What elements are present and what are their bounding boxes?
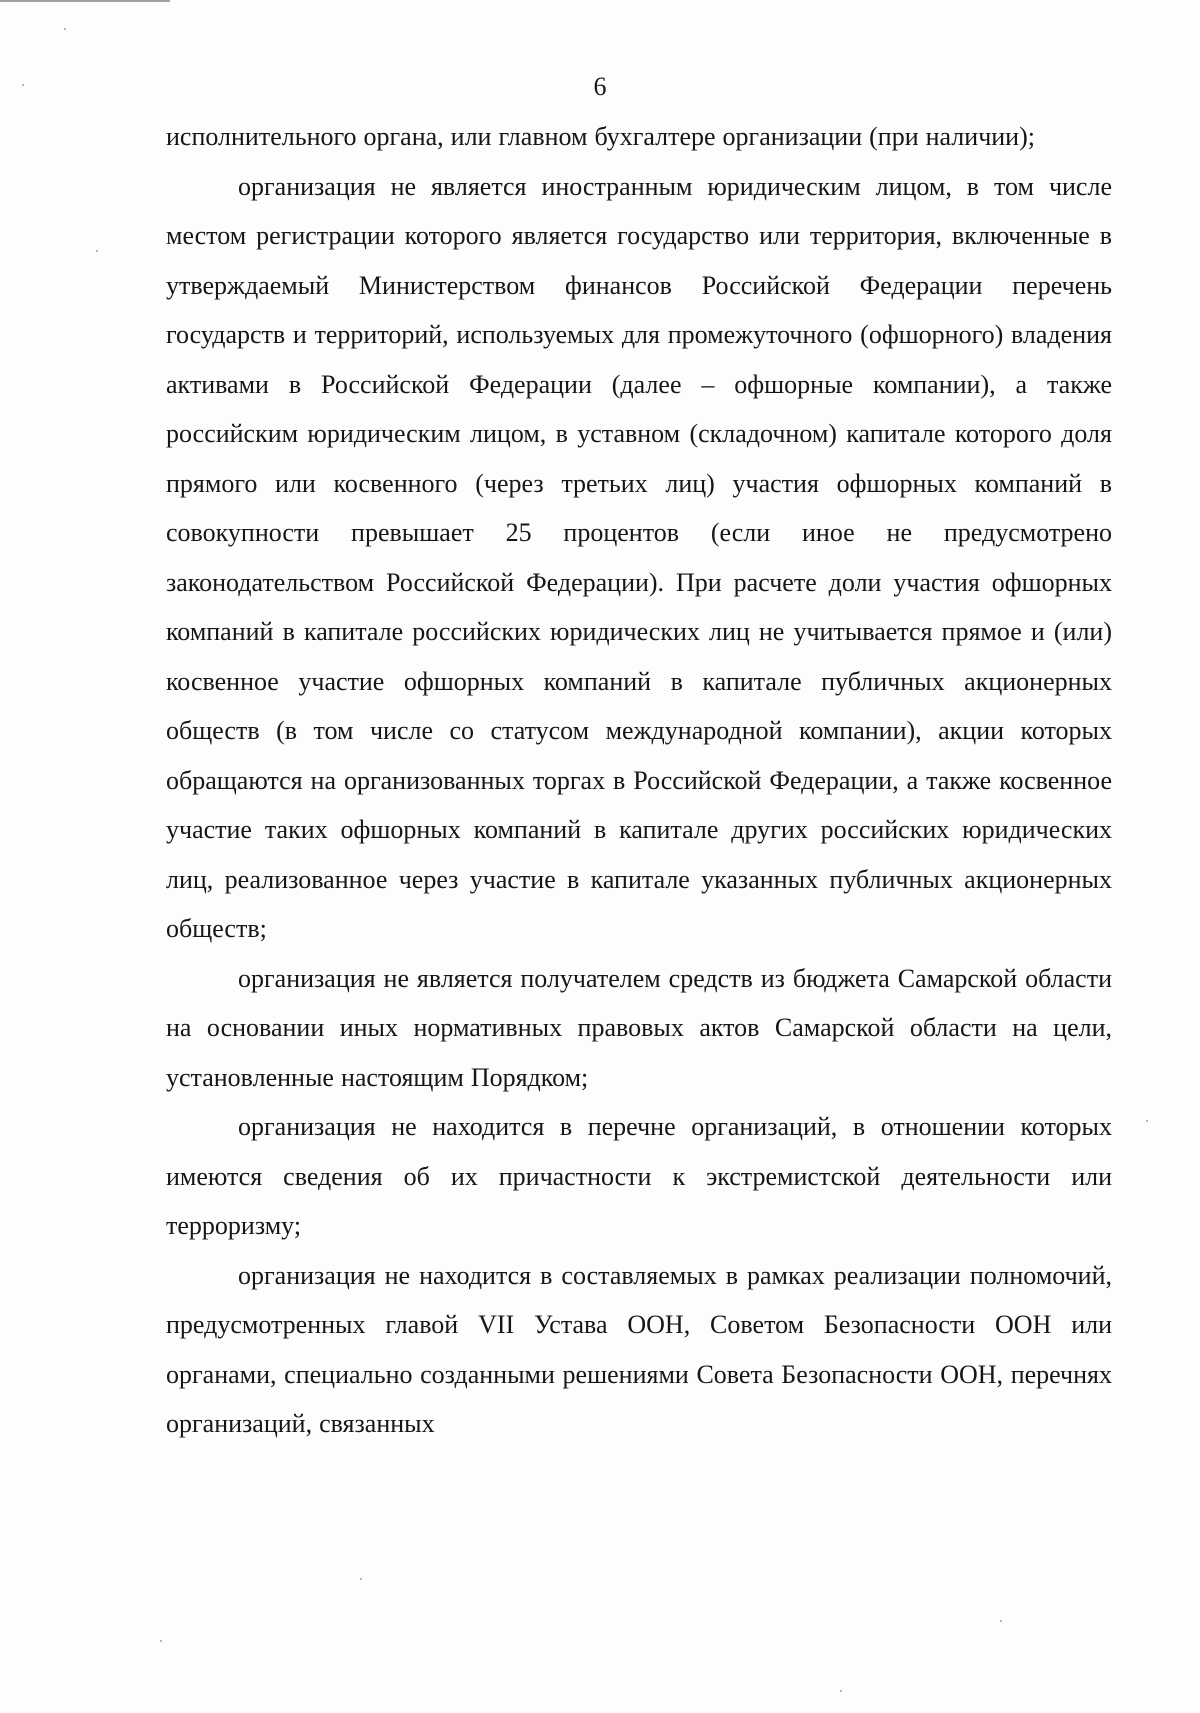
document-body [166,112,1112,1449]
paragraph-budget-condition: организация не является получателем средств из бюджета Самарской области на основании иных нормативных правовых актов Самарской области на цели, установленные настоящим Порядком; [166,963,1112,1092]
page-number: 6 [593,72,607,101]
paragraph-offshore-condition: организация не является иностранным юридическим лицом, в том числе местом регистрации которого является государство или территория, включенные в утверждаемый Министерством финансов Российской Федерации перечень государств и территорий, используемых для промежуточного (офшорного) владения активами в Российской Федерации (далее – офшорные компании), а также российским юридическим лицом, в уставном (складочном) капитале которого доля прямого или косвенного (через третьих лиц) участия офшорных компаний в совокупности превышает 25 процентов (если иное не предусмотрено законодательством Российской Федерации). При расчете доли участия офшорных компаний в капитале российских юридических лиц не учитывается прямое и (или) косвенное участие офшорных компаний в капитале публичных акционерных обществ (в том числе со статусом международной компании), акции которых обращаются на организованных торгах в Российской Федерации, а также косвенное участие таких офшорных компаний в капитале других российских юридических лиц, реализованное через участие в капитале указанных публичных акционерных обществ; [166,171,1112,943]
paragraph-extremism-condition: организация не находится в перечне организаций, в отношении которых имеются сведения об их причастности к экстремистской деятельности или терроризму; [166,1112,1112,1240]
scan-edge-line [0,0,170,2]
scan-speck [360,1578,362,1580]
scan-speck [22,84,24,86]
paragraph-un-lists-condition: организация не находится в составляемых в рамках реализации полномочий, предусмотренных главой VII Устава ООН, Советом Безопасности ООН или органами, специально созданными решениями Совета Безопасности ООН, перечнях организаций, связанных [166,1260,1112,1438]
scan-speck [64,28,66,30]
scan-speck [1146,1120,1148,1122]
scan-speck [840,1690,842,1692]
paragraph-continuation: исполнительного органа, или главном бухгалтере организации (при наличии); [166,122,1035,151]
scan-speck [1000,1620,1002,1622]
scan-speck [160,1640,162,1642]
scan-speck [96,250,98,252]
